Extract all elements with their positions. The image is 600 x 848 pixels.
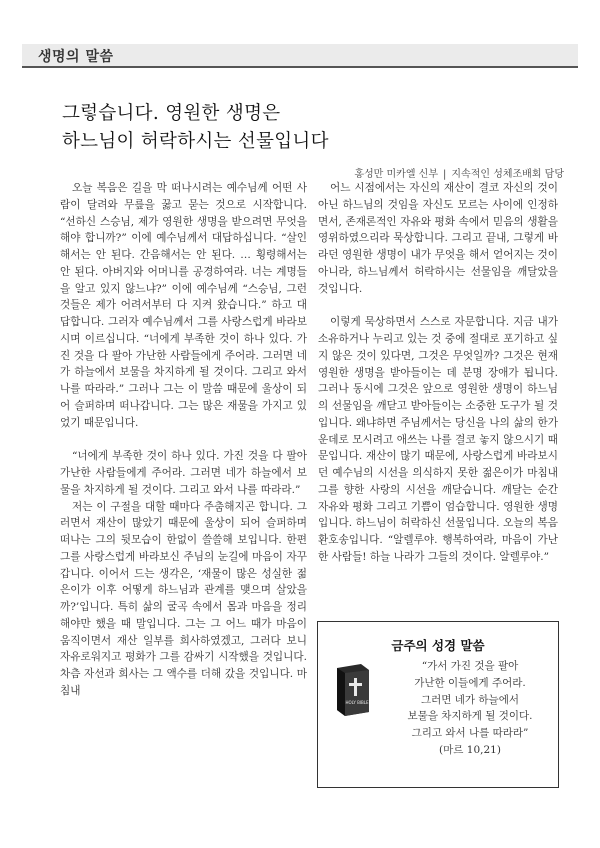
byline-separator: | xyxy=(443,169,447,180)
verse-text xyxy=(388,658,552,759)
verse-line: “가서 가진 것을 팔아 xyxy=(421,660,519,672)
verse-line: 그러면 네가 하늘에서 xyxy=(421,693,519,706)
verse-line: 보물을 차지하게 될 것이다. xyxy=(407,710,533,723)
left-column xyxy=(60,180,307,700)
byline xyxy=(354,165,564,180)
right-column xyxy=(318,180,558,566)
verse-box-title: 금주의 성경 말씀 xyxy=(391,638,485,653)
title-line-1: 그렇습니다. 영원한 생명은 xyxy=(62,103,281,124)
bible-icon xyxy=(331,662,373,716)
article-title xyxy=(62,100,562,156)
title-line-2: 하느님이 허락하시는 선물입니다 xyxy=(62,131,329,152)
byline-role: 지속적인 성체조배회 담당 xyxy=(451,169,564,180)
verse-reference: (마르 10,21) xyxy=(439,743,501,756)
verse-line: 그리고 와서 나를 따라라” xyxy=(411,727,529,740)
bible-icon-label: HOLY BIBLE xyxy=(345,700,369,705)
weekly-verse-box xyxy=(317,621,559,788)
header-rule xyxy=(22,66,578,68)
paragraph: 오늘 복음은 길을 막 떠나시려는 예수님께 어떤 사람이 달려와 무릎을 꿇고 묻는 것으로 시작합니다. “선하신 스승님, 제가 영원한 생명을 받으려면 무엇을 해야 합니까?” 이에 예수님께서 대답하십니다. “살인해서는 안 된다. 간음해서는 안 된다. … 횡령해서는 안 된다. 아버지와 어머니를 공경하여라. 너는 계명들을 알고 있지 않느냐?” 이에 예수님께 “스승님, 그런 것들은 제가 어려서부터 다 지켜 왔습니다.” 하고 대답합니다. 그러자 예수님께서 그를 사랑스럽게 바라보시며 이르십니다. “너에게 부족한 것이 하나 있다. 가진 것을 다 팔아 가난한 사람들에게 주어라. 그러면 네가 하늘에서 보물을 차지하게 될 것이다. 그리고 와서 나를 따라라.” 그러나 그는 이 말씀 때문에 울상이 되어 슬퍼하며 떠나갑니다. 그는 많은 재물을 가지고 있었기 때문입니다. xyxy=(60,182,307,429)
verse-line: 가난한 이들에게 주어라. xyxy=(414,676,526,689)
paragraph: 어느 시점에서는 자신의 재산이 결코 자신의 것이 아닌 하느님의 것임을 자신도 모르는 사이에 인정하면서, 존재론적인 자유와 평화 속에서 믿음의 생활을 영위하였으리라 묵상합니다. 그리고 끝내, 그렇게 바라던 영원한 생명이 내가 무엇을 해서 얻어지는 것이 아니라, 하느님께서 허락하시는 선물임을 깨달았을 것입니다. xyxy=(318,182,558,295)
byline-author: 홍성만 미카엘 신부 xyxy=(354,169,438,180)
paragraph: 이렇게 묵상하면서 스스로 자문합니다. 지금 내가 소유하거나 누리고 있는 것 중에 절대로 포기하고 싶지 않은 것이 있다면, 그것은 무엇일까? 그것은 현재 영원한 생명을 받아들이는 데 분명 장애가 됩니다. 그러나 동시에 그것은 앞으로 영원한 생명이 하느님의 선물임을 깨닫고 받아들이는 소중한 도구가 될 것입니다. 왜냐하면 주님께서는 당신을 나의 삶의 한가운데로 모시려고 애쓰는 나를 결코 놓지 않으시기 때문입니다. 재산이 많기 때문에, 사랑스럽게 바라보시던 예수님의 시선을 의식하지 못한 젊은이가 마침내 그를 향한 사랑의 시선을 깨닫습니다. 깨달는 순간 자유와 평화 그리고 기쁨이 엄습합니다. 영원한 생명입니다. 하느님이 허락하신 선물입니다. 오늘의 복음환호송입니다. “알렐루야. 행복하여라, 마음이 가난한 사람들! 하늘 나라가 그들의 것이다. 알렐루야.” xyxy=(318,316,558,563)
paragraph: 저는 이 구절을 대할 때마다 주춤해지곤 합니다. 그러면서 재산이 많았기 때문에 울상이 되어 슬퍼하며 떠나는 그의 뒷모습이 한없이 쓸쓸해 보입니다. 한편 그를 사랑스럽게 바라보신 주님의 눈길에 마음이 자꾸 갑니다. 이어서 드는 생각은, ‘재물이 많은 성실한 젊은이가 이후 어떻게 하느님과 관계를 맺으며 살았을까?’입니다. 특히 삶의 굴곡 속에서 몸과 마음을 정리해야만 했을 때 말입니다. 그는 그 어느 때가 마음이 움직이면서 재산 일부를 희사하였겠고, 그러다 보니 자유로워지고 평화가 그를 감싸기 시작했을 것입니다. 차츰 자선과 희사는 그 액수를 더해 갔을 것입니다. 마침내 xyxy=(60,500,307,697)
section-label: 생명의 말씀 xyxy=(38,49,114,65)
paragraph: “너에게 부족한 것이 하나 있다. 가진 것을 다 팔아 가난한 사람들에게 주어라. 그러면 네가 하늘에서 보물을 차지하게 될 것이다. 그리고 와서 나를 따라라.” xyxy=(60,450,307,496)
